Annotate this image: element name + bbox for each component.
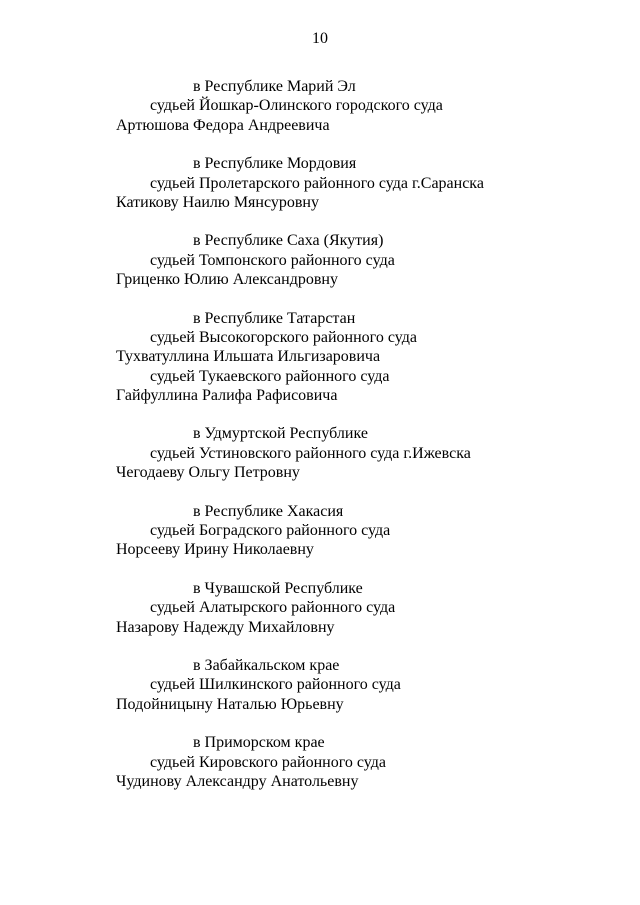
appointee-name: Чудинову Александру Анатольевну xyxy=(116,772,359,790)
appointee-name: Назарову Надежду Михайловну xyxy=(116,618,335,636)
appointee-name: Катикову Наилю Мянсуровну xyxy=(116,193,319,211)
appointee-name: Тухватуллина Ильшата Ильгизаровича xyxy=(116,348,381,366)
region-entry xyxy=(0,656,640,714)
court-position: судьей Шилкинского районного суда xyxy=(150,676,401,694)
appointments-list xyxy=(0,77,640,810)
court-position: судьей Кировского районного суда xyxy=(150,753,386,771)
court-position: судьей Томпонского районного суда xyxy=(150,251,395,269)
court-position: судьей Алатырского районного суда xyxy=(150,599,396,617)
region-entry xyxy=(0,77,640,135)
page-number: 10 xyxy=(312,30,328,47)
region-entry xyxy=(0,579,640,637)
appointee-name: Норсееву Ирину Николаевну xyxy=(116,541,314,559)
region-entry xyxy=(0,231,640,289)
region-heading: в Республике Хакасия xyxy=(193,502,344,520)
region-entry xyxy=(0,733,640,791)
region-entry xyxy=(0,502,640,560)
appointee-name: Артюшова Федора Андреевича xyxy=(116,116,330,134)
region-heading: в Чувашской Республике xyxy=(193,579,363,597)
court-position: судьей Боградского районного суда xyxy=(150,522,391,540)
region-entry xyxy=(0,154,640,212)
region-heading: в Республике Саха (Якутия) xyxy=(193,232,384,250)
region-entry xyxy=(0,424,640,482)
region-heading: в Забайкальском крае xyxy=(193,656,340,674)
appointee-name: Гриценко Юлию Александровну xyxy=(116,271,338,289)
appointee-name: Чегодаеву Ольгу Петровну xyxy=(116,464,300,482)
court-position: судьей Высокогорского районного суда xyxy=(150,328,417,346)
court-position: судьей Пролетарского районного суда г.Саранска xyxy=(150,174,484,192)
court-position: судьей Тукаевского районного суда xyxy=(150,367,390,385)
region-heading: в Приморском крае xyxy=(193,734,325,752)
court-position: судьей Устиновского районного суда г.Ижевска xyxy=(150,444,471,462)
region-heading: в Республике Марий Эл xyxy=(193,78,356,95)
region-entry xyxy=(0,309,640,406)
appointee-name: Подойницыну Наталью Юрьевну xyxy=(116,695,344,713)
region-heading: в Удмуртской Республике xyxy=(193,425,368,443)
appointee-name: Гайфуллина Ралифа Рафисовича xyxy=(116,387,338,405)
region-heading: в Республике Татарстан xyxy=(193,309,356,327)
region-heading: в Республике Мордовия xyxy=(193,155,357,173)
court-position: судьей Йошкар-Олинского городского суда xyxy=(150,97,443,115)
